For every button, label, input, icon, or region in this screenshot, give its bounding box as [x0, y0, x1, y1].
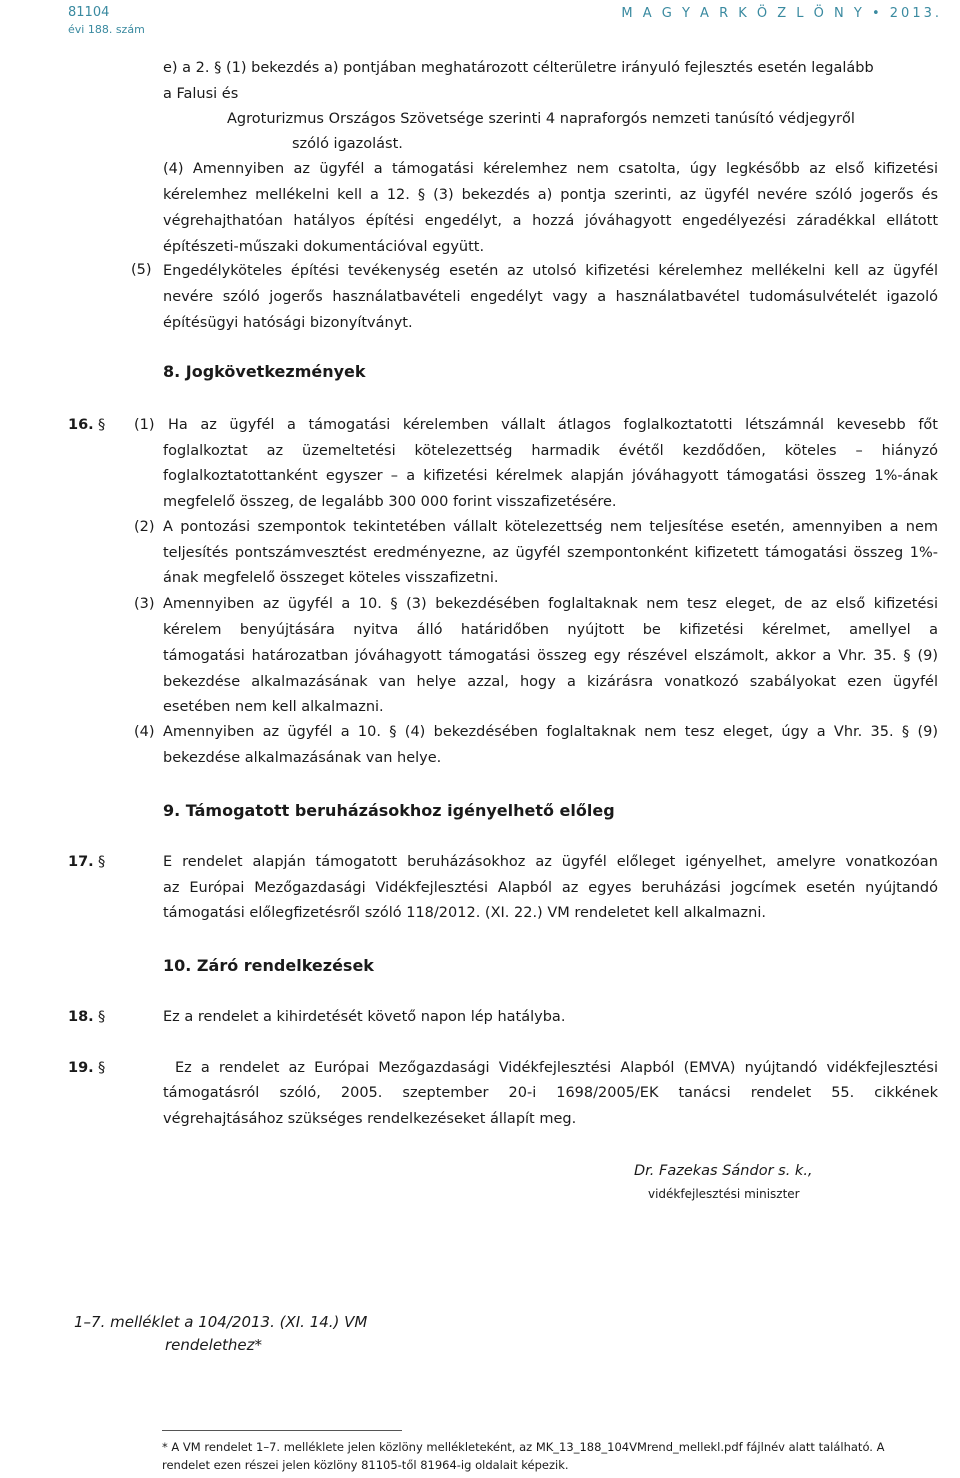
article-16-p3-line-3: támogatási határozatban jóváhagyott támogatási összeg egy részével elszámolt, akkor a Vhr. 35. § (9) — [163, 648, 938, 664]
section-heading-9: 9. Támogatott beruházásokhoz igényelhető előleg — [163, 801, 615, 820]
article-16-section-sign: § — [98, 417, 106, 433]
page-number: 81104 — [68, 5, 110, 20]
article-16-p1-line-3: foglalkoztatottanként egyszer – a kifizetési kérelmek alapján jóváhagyott támogatási összeg 1%-ának — [163, 468, 938, 484]
article-19-number: 19. — [68, 1060, 94, 1076]
article-19-line-3: végrehajtásához szükséges rendelkezéseket állapít meg. — [163, 1111, 577, 1127]
article-18-number: 18. — [68, 1009, 94, 1025]
paragraph-5-label: (5) — [131, 262, 152, 278]
article-17-number: 17. — [68, 854, 94, 870]
item-e-line-3: Agroturizmus Országos Szövetsége szerinti 4 napraforgós nemzeti tanúsító védjegyről — [227, 111, 855, 127]
article-16-p3-line-4: bekezdése alkalmazásának van helye azzal, hogy a kizárásra vonatkozó szabályokat ezen ügyfél — [163, 674, 938, 690]
article-16-p2-label: (2) — [134, 519, 155, 535]
article-19-line-1: Ez a rendelet az Európai Mezőgazdasági Vidékfejlesztési Alapból (EMVA) nyújtandó vidékfejlesztési — [175, 1060, 938, 1076]
article-16-p1-label: (1) — [134, 417, 155, 433]
article-16-p2-line-3: ának megfelelő összeget köteles visszafizetni. — [163, 570, 499, 586]
article-16-p3-label: (3) — [134, 596, 155, 612]
article-16-p3-line-1: Amennyiben az ügyfél a 10. § (3) bekezdésében foglaltaknak nem tesz eleget, de az első kifizetési — [163, 596, 938, 612]
annex-title-line-1: 1–7. melléklet a 104/2013. (XI. 14.) VM — [74, 1313, 368, 1331]
article-16-p3-line-5: esetében nem kell alkalmazni. — [163, 699, 384, 715]
item-e-line-1: e) a 2. § (1) bekezdés a) pontjában meghatározott célterületre irányuló fejlesztés esetén legalább — [163, 60, 874, 76]
issue-number: évi 188. szám — [68, 23, 145, 36]
item-e-line-4: szóló igazolást. — [292, 136, 403, 152]
article-16-p1-line-2: foglalkoztat az üzemeltetési kötelezettség harmadik évétől kezdődően, köteles – hiányzó — [163, 443, 938, 459]
article-16-p2-line-1: A pontozási szempontok tekintetében vállalt kötelezettség nem teljesítése esetén, amennyiben a nem — [163, 519, 938, 535]
article-19-line-2: támogatásról szóló, 2005. szeptember 20-i 1698/2005/EK tanácsi rendelet 55. cikkének — [163, 1085, 938, 1101]
article-16-p1-line-1: Ha az ügyfél a támogatási kérelemben vállalt átlagos foglalkoztatotti létszámnál kevesebb főt — [168, 417, 938, 433]
item-e-line-2: a Falusi és — [163, 86, 239, 102]
journal-title: M A G Y A R K Ö Z L Ö N Y • 2013. — [621, 6, 942, 21]
article-17-line-3: támogatási előlegfizetésről szóló 118/2012. (XI. 22.) VM rendeletet kell alkalmazni. — [163, 905, 766, 921]
annex-title-line-2: rendelethez* — [165, 1336, 263, 1354]
article-16-p3-line-2: kérelem benyújtására nyitva álló határidőben nyújtott be kifizetési kérelmet, amellyel a — [163, 622, 938, 638]
article-16-p4-line-2: bekezdése alkalmazásának van helye. — [163, 750, 442, 766]
signature-name: Dr. Fazekas Sándor s. k., — [634, 1163, 813, 1179]
article-16-p4-label: (4) — [134, 724, 155, 740]
article-18-section-sign: § — [98, 1009, 106, 1025]
signature-title: vidékfejlesztési miniszter — [648, 1187, 800, 1201]
footnote: * A VM rendelet 1–7. melléklete jelen közlöny mellékleteként, az MK_13_188_104VMrend_mellekl.pdf fájlnév alatt található. A rendelet ezen részei jelen közlöny 81105-től 81964-ig oldalait képezik. — [162, 1440, 885, 1472]
footnote-rule — [162, 1430, 402, 1431]
section-heading-10: 10. Záró rendelkezések — [163, 956, 374, 975]
article-17-section-sign: § — [98, 854, 106, 870]
paragraph-4: (4) Amennyiben az ügyfél a támogatási kérelemhez nem csatolta, úgy legkésőbb az első kifizetési kérelemhez mellékelni kell a 12. § (3) bekezdés a) pontja szerinti, az ügyfél nevére szóló jogerős és végrehajthatóan hatályos építési engedélyt, a hozzá jóváhagyott engedélyezési záradékkal ellátott építészeti-műszaki dokumentációval együtt. — [163, 161, 938, 255]
article-16-p4-line-1: Amennyiben az ügyfél a 10. § (4) bekezdésében foglaltaknak nem tesz eleget, úgy a Vhr. 35. § (9) — [163, 724, 938, 740]
article-16-p2-line-2: teljesítés pontszámvesztést eredményezne, az ügyfél szempontonként kifizetett támogatási összeg 1%- — [163, 545, 938, 561]
article-17-line-2: az Európai Mezőgazdasági Vidékfejlesztési Alapból az egyes beruházási jogcímek esetén nyújtandó — [163, 880, 938, 896]
article-16-p1-line-4: megfelelő összeg, de legalább 300 000 forint visszafizetésére. — [163, 494, 617, 510]
article-19-section-sign: § — [98, 1060, 106, 1076]
article-18-text: Ez a rendelet a kihirdetését követő napon lép hatályba. — [163, 1009, 566, 1025]
article-16-number: 16. — [68, 417, 94, 433]
article-17-line-1: E rendelet alapján támogatott beruházásokhoz az ügyfél előleget igényelhet, amelyre vonatkozóan — [163, 854, 938, 870]
paragraph-5-text: Engedélyköteles építési tevékenység esetén az utolsó kifizetési kérelemhez mellékelni kell az ügyfél nevére szóló jogerős használatbavételi engedélyt vagy a használatbavétel tudomásulvételét igazoló építésügyi hatósági bizonyítványt. — [163, 263, 938, 331]
section-heading-8: 8. Jogkövetkezmények — [163, 362, 366, 381]
page-header-left — [68, 4, 145, 38]
